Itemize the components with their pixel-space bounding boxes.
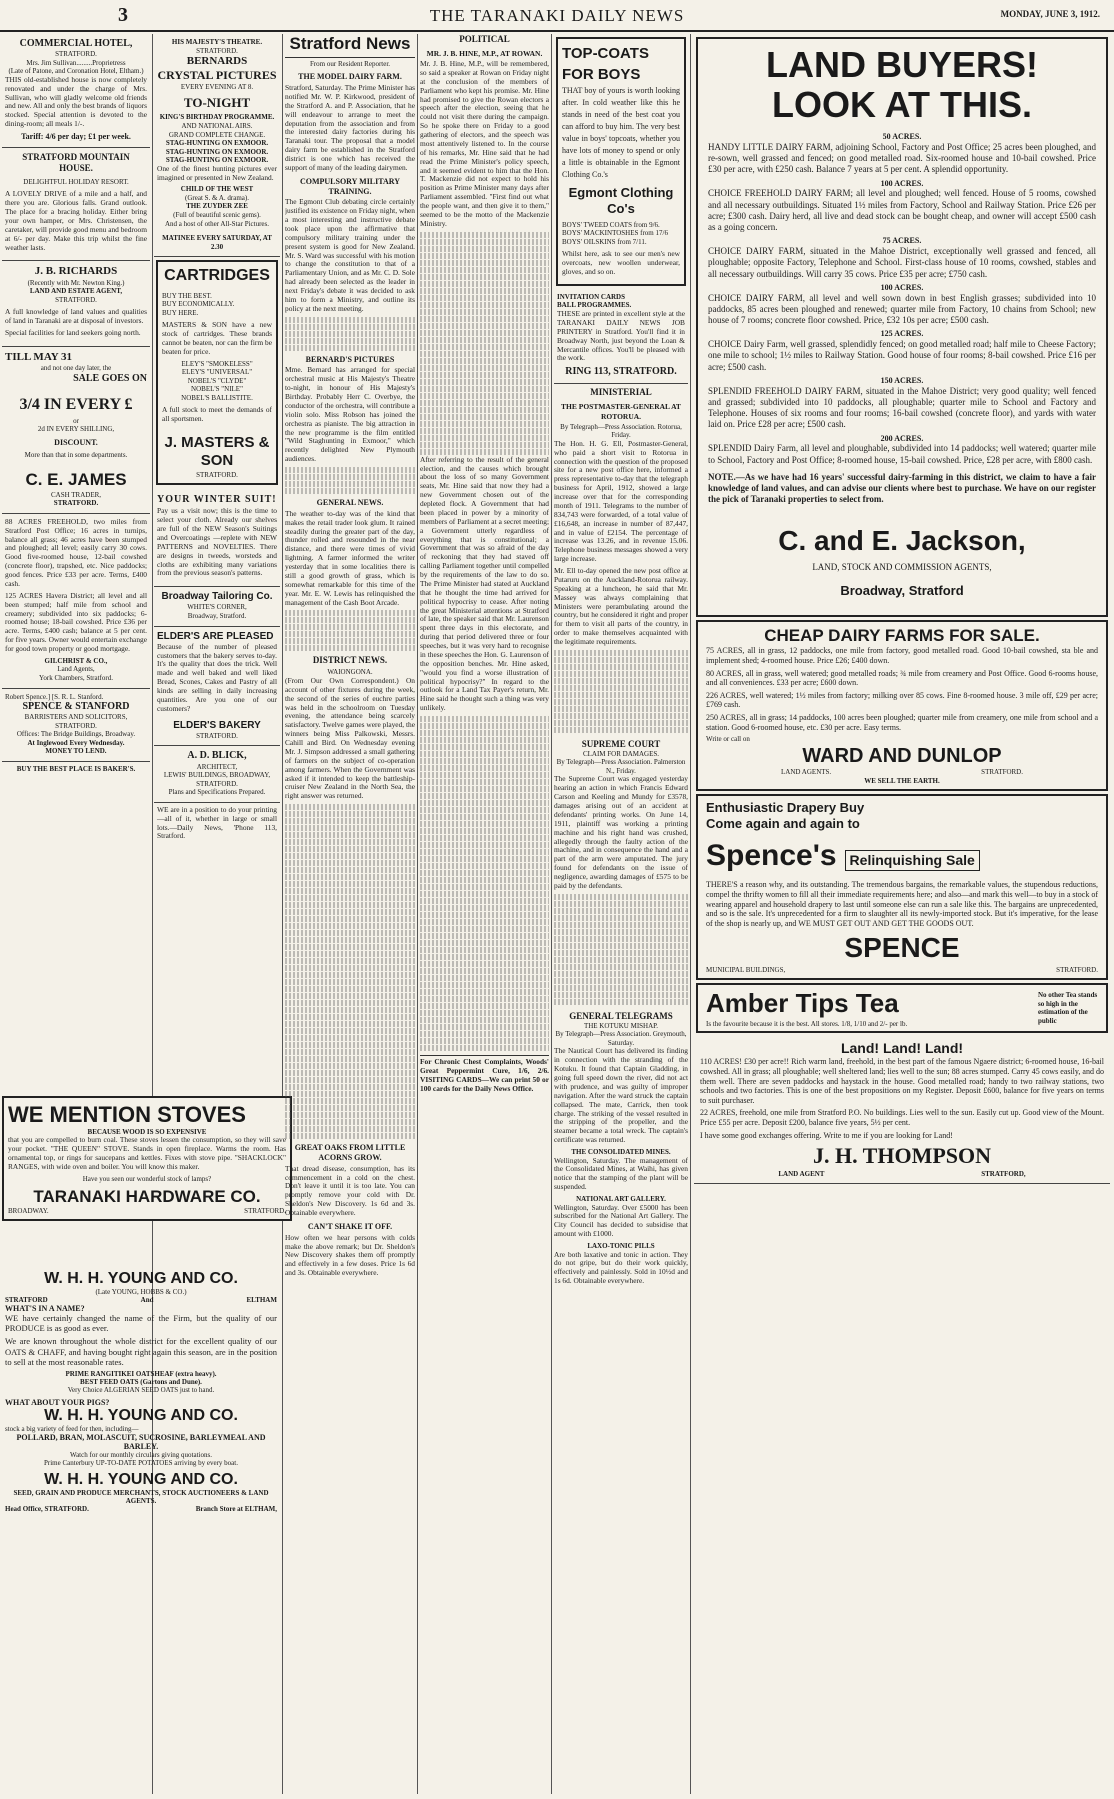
tailoring-ad bbox=[154, 587, 280, 626]
listing: CHOICE FREEHOLD DAIRY FARM; all level and ploughed; well fenced. House of 5 rooms, cowshed and all necessary outbuildings. Situated 1½ miles from Factory, School and Railway Station. Price £26 per acre; £300 cash. Dairy herd, all live and dead stock can be bought cheap, and owner will accept £500 cash as a going concern. bbox=[708, 188, 1096, 233]
ad-text: BOYS' OILSKINS from 7/11. bbox=[562, 237, 647, 246]
ad-sale: SALE GOES ON bbox=[73, 372, 147, 384]
article-heading: BERNARD'S PICTURES bbox=[305, 354, 395, 364]
ad-address: LEWIS' BUILDINGS, BROADWAY, STRATFORD. bbox=[163, 771, 271, 788]
ad-note: NOTE.—As we have had 16 years' successful dairy-farming in this district, we claim to have a fair knowledge of land values, and can advise our clients where best to purchase. We have on our register the pick of Taranaki properties to select from. bbox=[708, 471, 1096, 505]
section-title: GENERAL TELEGRAMS bbox=[569, 1010, 673, 1021]
ad-title: STRATFORD MOUNTAIN HOUSE. bbox=[22, 151, 130, 173]
ad-body: We are known throughout the whole district for the excellent quality of our OATS & CHAFF, and having bought right again this season, are in the position to sell at the most reasonable rates. bbox=[5, 1336, 277, 1367]
ad-firm: Egmont Clothing Co's bbox=[568, 185, 674, 216]
ad-role: CASH TRADER, bbox=[50, 490, 102, 499]
ad-text: BERNARDS bbox=[186, 55, 248, 68]
ad-town: STRATFORD. bbox=[55, 295, 97, 304]
column-1 bbox=[2, 34, 150, 1094]
ad-firm: SPENCE bbox=[844, 932, 960, 964]
cartridges-ad bbox=[156, 260, 278, 485]
masthead bbox=[0, 0, 1114, 32]
young-ad bbox=[2, 1270, 280, 1790]
ad-address: Broadway, Stratford bbox=[840, 582, 964, 598]
article-body: Mr. J. B. Hine, M.P., will be remembered, so said a speaker at Rowan on Friday night at the conclusion of the members of Parliament who kept his promise. Mr. Hine had promised to give the Rowan electors a speech after the election, seeing that he could not visit there during the campaign. So he spoke there on Friday to a good gathering of electors, and the speech was most attentively listened to. In the course of his remarks, Mr. Hine said that he had read the Prime Minister's policy speech, and it seemed evident to him that the Hon. T. Mackenzie did not expect to hold his position as Prime Minister many days after Parliament assembled. "First find out what the people want, and then give it to them," seemed to be the motto of the Mackenzie Ministry. bbox=[420, 59, 549, 228]
ad-body: THERE'S a reason why, and its outstanding. The tremendous bargains, the remarkable values, the stupendous reductions, compel the thrifty women to fill all their immediate requirements here; and also—and mark this well—to buy in a stock of wearing apparel and household drapery to last until someone else can run a sale like this. The bargains are unprecedented, and so is the sale. It's unprecedented for a firm to slaughter all its newly-imported stock. But it's imperative, for the lease of the shop is nearly up, and WE MUST GET OUT AND GET THE GOODS OUT. bbox=[706, 880, 1098, 928]
ad-body: THIS old-established house is now completely renovated and under the charge of Mrs. Sullivan, who will gladly welcome old friends and new. All and only the best brands of liquors stocked. Special attention is devoted to the dining-room; all meals 1/-. bbox=[5, 74, 147, 129]
ad-text: STAG-HUNTING ON EXMOOR. bbox=[165, 147, 269, 156]
ad-town: STRATFORD. bbox=[196, 46, 238, 55]
ad-subtitle: DELIGHTFUL HOLIDAY RESORT. bbox=[23, 177, 129, 186]
article-body: How often we hear persons with colds make the above remark; but Dr. Sheldon's New Discovery shakes them off promptly and effectively in a few doses. Price 1s 6d and 3s. Obtainable everywhere. bbox=[285, 1232, 415, 1278]
ad-text: POLLARD, BRAN, MOLASCUIT, SUCROSINE, BARLEYMEAL AND BARLEY. bbox=[16, 1432, 266, 1451]
article-body: After referring to the result of the general election, and the causes which brought about the loss of so many Government seats, Mr. Hine said that now they had a new Government chosen out of the depleted flock. A Government that had been placed in power by a minority of members of Parliament at a secret meeting; a Government utterly regardless of everything that is constitutional; a Government that was so afraid of the day of reckoning that they had staved off calling Parliament together until compelled by the requirements of the law to do so. The Prime Minister had stated at Auckland that he thought the time had arrived for political hypocrisy to cease. After noting the great Ministerial attentions at Stratford of late, the speaker said that Mr. Laurenson spent three days in this electorate, and during that period delivered three or four speeches, but it was very hard to recognise in these speeches the Hon. G. Laurenson of the opposition benches. Mr. Hine asked, "would you find a worse illustration of political hypocrisy?" In regard to the outlook for a Land Tax Payer's return, Mr. Hine said he thought such a thing was very unlikely. bbox=[420, 454, 549, 713]
ad-role: LAND AGENTS. bbox=[781, 768, 832, 777]
ad-text: Watch for our monthly circulars giving quotations. bbox=[70, 1450, 212, 1459]
ad-firm: J. MASTERS & SON bbox=[164, 434, 270, 470]
ad-text: PRIME RANGITIKEI OATSHEAF (extra heavy). bbox=[65, 1369, 217, 1378]
section-title: MINISTERIAL bbox=[590, 387, 652, 398]
richards-ad bbox=[2, 261, 150, 347]
listing-heading: 50 ACRES. bbox=[882, 132, 922, 142]
ad-town: STRATFORD. bbox=[196, 731, 238, 740]
article-body: Are both laxative and tonic in action. They do not gripe, but do their work quickly, effectively and painlessly. Sold in 10½d and 1s 6d. Obtainable everywhere. bbox=[554, 1249, 688, 1286]
ad-title: J. B. RICHARDS bbox=[34, 265, 118, 278]
theatre-ad bbox=[154, 34, 280, 257]
ad-text: BUY THE BEST. bbox=[162, 291, 212, 300]
spence-sale-ad bbox=[696, 794, 1108, 980]
ad-text: and not one day later, the bbox=[40, 364, 112, 373]
ad-town: ELTHAM bbox=[246, 1296, 277, 1304]
listing: CHOICE DAIRY FARM, all level and well sown down in best English grasses; subdivided into 10 paddocks, 85 acres been ploughed and renewed; quarter mile from Factory, 10 chains from School; new house of 7 rooms; concrete floor cowshed. Price, £32 10s per acre; £500 cash. bbox=[708, 292, 1096, 326]
ad-text: CRYSTAL PICTURES bbox=[157, 68, 277, 83]
top-coats-ad bbox=[556, 37, 686, 286]
column-5 bbox=[554, 34, 688, 1794]
ad-text: STAG-HUNTING ON EXMOOR. bbox=[165, 139, 269, 148]
listing-heading: 100 ACRES. bbox=[880, 178, 924, 188]
ad-text: At Inglewood Every Wednesday. bbox=[27, 738, 125, 747]
thompson-ad bbox=[694, 1036, 1110, 1183]
ad-firm: C. and E. Jackson, bbox=[778, 524, 1026, 556]
column-6 bbox=[694, 34, 1110, 1794]
ad-text: (Full of beautiful scenic gems). bbox=[173, 211, 261, 220]
ad-text: WHITE'S CORNER, bbox=[187, 603, 247, 612]
article-subheading: WAIONGONA. bbox=[327, 668, 373, 677]
issue-date: MONDAY, JUNE 3, 1912. bbox=[1000, 9, 1100, 19]
listing-heading: 200 ACRES. bbox=[880, 433, 924, 443]
gilchrist-ad bbox=[2, 514, 150, 689]
section-title: Stratford News bbox=[285, 34, 415, 58]
article-heading: NATIONAL ART GALLERY. bbox=[576, 1195, 666, 1204]
advert-footer: For Chronic Chest Complaints, Woods' Great Peppermint Cure, 1/6, 2/6. VISITING CARDS—We can print 50 or 100 cards for the Daily News Office. bbox=[420, 1057, 549, 1093]
ad-proprietor: Mrs. Jim Sullivan.........Proprietress bbox=[26, 58, 126, 67]
article-heading: THE POSTMASTER-GENERAL AT ROTORUA. bbox=[561, 402, 681, 421]
ad-note: No other Tea stands so high in the estimation of the public bbox=[1038, 991, 1098, 1025]
ward-dunlop-ad bbox=[696, 620, 1108, 791]
byline: By Telegraph—Press Association. Rotorua, Friday. bbox=[560, 422, 682, 440]
ad-subtitle: BECAUSE WOOD IS SO EXPENSIVE bbox=[87, 1128, 207, 1136]
mountain-house-ad bbox=[2, 148, 150, 262]
ad-subtitle: (Recently with Mr. Newton King.) bbox=[27, 278, 125, 287]
ad-text: Very Choice ALGERIAN SEED OATS just to hand. bbox=[67, 1385, 215, 1394]
ad-address: York Chambers, Stratford. bbox=[39, 673, 113, 682]
amber-tips-tea-ad bbox=[696, 983, 1108, 1033]
column-2 bbox=[154, 34, 280, 1094]
listing-heading: 75 ACRES. bbox=[882, 236, 922, 246]
article-heading: THE KOTUKU MISHAP. bbox=[583, 1021, 659, 1030]
ad-subtitle: BALL PROGRAMMES. bbox=[557, 301, 632, 310]
ad-firm: C. E. JAMES bbox=[25, 469, 127, 489]
ad-heading: WHAT ABOUT YOUR PIGS? bbox=[5, 1397, 110, 1407]
byline: By Telegraph—Press Association. Palmerston N., Friday. bbox=[556, 758, 686, 775]
article-body: Wellington, Saturday. Over £5000 has been subscribed for the National Art Gallery. The City Council has decided to subsidise that amount with £1000. bbox=[554, 1202, 688, 1239]
listing: CHOICE DAIRY FARM, situated in the Mahoe District, exceptionally well grassed and fenced, all ploughable; opposite Factory, Telephone and School. First-class house of 10 rooms, cowshed, stables and all necessary outbuildings. Will carry 35 cows. Price £35 per acre; £750 cash. bbox=[708, 246, 1096, 279]
ad-firm: J. H. THOMPSON bbox=[812, 1143, 992, 1169]
listing-heading: 100 ACRES. bbox=[880, 282, 924, 292]
ad-text: 2d IN EVERY SHILLING, bbox=[37, 425, 115, 434]
ad-town: STRATFORD. bbox=[55, 50, 97, 59]
ad-discount: 3/4 IN EVERY £ bbox=[19, 396, 133, 414]
land-buyers-ad bbox=[696, 37, 1108, 617]
column-rule bbox=[690, 34, 691, 1794]
ad-title: Come again and again to bbox=[706, 816, 860, 831]
ad-text: CHILD OF THE WEST bbox=[180, 185, 254, 194]
ad-text: Have you seen our wonderful stock of lamps? bbox=[82, 1174, 212, 1183]
ad-text: GRAND COMPLETE CHANGE. bbox=[168, 130, 266, 139]
ad-text: TO-NIGHT bbox=[183, 94, 251, 110]
ad-note: I have some good exchanges offering. Write to me if you are looking for Land! bbox=[700, 1130, 953, 1140]
article-body: The Egmont Club debating circle certainly justified its existence on Friday night, when a most interesting and instructive debate took place upon the affirmative that compulsory military training under the present system is good for New Zealand. Mr. S. Ward was successful with his motion to change the constitution to that of a Parliamentary Union, and as Mr. C. D. Sole had already been selected as the leader in next Friday's debate it was decided to ask him to form a Ministry, and outline its policy at the next meeting. bbox=[285, 197, 415, 313]
listing: CHOICE Dairy Farm, well grassed, splendidly fenced; on good metalled road; half mile to Cheese Factory; one mile to school; 1½ miles to Railway Station. Good house of four rooms; 8-bail cowshed. Price £16 per acre; £500 cash. bbox=[708, 339, 1096, 372]
ad-text: MONEY TO LEND. bbox=[45, 747, 107, 756]
listing: 22 ACRES, freehold, one mile from Stratford P.O. No buildings. Lies well to the sun. Easily cut up. Good view of the Mount. Price £55 per acre. Deposit £200, balance five years, 5½ per cent. bbox=[700, 1108, 1104, 1127]
ad-text: A full stock to meet the demands of all sportsmen. bbox=[162, 405, 272, 424]
ad-body: One of the finest hunting pictures ever imagined or presented in New Zealand. bbox=[157, 163, 277, 182]
article-heading: COMPULSORY MILITARY TRAINING. bbox=[299, 176, 401, 196]
printing-notice: WE are in a position to do your printing—all of it, whether in large or small lots.—Daily News, 'Phone 113, Stratford. bbox=[157, 804, 277, 841]
ad-text: THE ZUYDER ZEE bbox=[186, 202, 248, 211]
ad-body: Is the favourite because it is the best. All stores. 1/8, 1/10 and 2/- per lb. bbox=[706, 1019, 908, 1028]
invitation-cards-ad bbox=[554, 289, 688, 385]
ad-text: BEST FEED OATS (Gartons and Dune). bbox=[80, 1377, 202, 1386]
spence-stanford-ad bbox=[2, 689, 150, 762]
article-heading: THE MODEL DAIRY FARM. bbox=[298, 72, 402, 82]
article-heading: THE CONSOLIDATED MINES. bbox=[571, 1148, 671, 1156]
ad-text: Plans and Specifications Prepared. bbox=[168, 788, 266, 797]
ad-text: ELEY'S "SMOKELESS" bbox=[181, 359, 253, 368]
ad-phone: RING 113, STRATFORD. bbox=[565, 366, 677, 378]
ad-title: TILL MAY 31 bbox=[5, 351, 73, 363]
ad-body: A full knowledge of land values and qualities of land in Taranaki are at disposal of investors. bbox=[5, 307, 147, 326]
ad-title: ELDER'S ARE PLEASED bbox=[157, 630, 274, 642]
ad-text: BOYS' MACKINTOSHES from 17/6 bbox=[562, 229, 668, 238]
ad-text: or bbox=[73, 416, 79, 425]
article-body: The Nautical Court has delivered its finding in connection with the stranding of the Kotuku. It found that Captain Gladding, in going full speed down the river, did not act with prudence, and was guilty of improper navigation. After the ward struck the captain collapsed. The mate, Carrick, then took charge. The striking of the vessel resulted in the stripping of the propeller, and the steamer became a total wreck. The captain's certificate was returned. bbox=[554, 1046, 688, 1145]
ad-text: (Great S. & A. drama). bbox=[185, 193, 249, 202]
article-heading: LAXO-TONIC PILLS bbox=[587, 1242, 655, 1251]
ad-subtitle: (Late YOUNG, HOBBS & CO.) bbox=[95, 1288, 187, 1296]
column-rule bbox=[551, 34, 552, 1794]
ad-text: DISCOUNT. bbox=[54, 437, 98, 447]
listing: 226 ACRES, well watered; 1½ miles from factory; milking over 85 cows. Fine 8-roomed house. 3 mile off, £29 per acre; £769 cash. bbox=[706, 690, 1098, 710]
listing: SPLENDID Dairy Farm, all level and ploughable, subdivided into 14 paddocks; well watered; quarter mile to School, Factory and Post Office; 8-roomed house, 15-bail cowshed. Price, £28 per acre, with £800 cash. bbox=[708, 443, 1096, 465]
ad-body: A LOVELY DRIVE of a mile and a half, and there you are. Glorious falls. Grand outlook. The place for a bracing holiday. Either bring your own hamper, or Mrs. Christensen, the caretaker, will provide good menu and bedroom at 6/- per day. Make this trip whilst the fine weather lasts. bbox=[5, 189, 147, 252]
article-heading: GENERAL NEWS. bbox=[316, 498, 384, 508]
column-3-stratford-news bbox=[285, 34, 415, 1794]
ad-title: LOOK AT THIS. bbox=[772, 83, 1032, 125]
listing: 88 ACRES FREEHOLD, two miles from Stratford Post Office; 16 acres in turnips, balance all grass; 46 acres have been stumped and ploughed; all level; easily carry 30 cows. Good five-roomed house, 12-bail cowshed (concrete floor), trapshed, etc. Nice paddocks; good fences. Price £33 per acre. Terms, £400 cash. bbox=[5, 516, 147, 588]
ad-firm: Spence's bbox=[706, 838, 837, 872]
ad-address: Branch Store at ELTHAM, bbox=[195, 1504, 277, 1513]
listing-heading: 150 ACRES. bbox=[880, 375, 924, 385]
ad-title: Broadway Tailoring Co. bbox=[161, 591, 273, 603]
stoves-ad bbox=[2, 1096, 292, 1221]
ad-firm: W. H. H. YOUNG AND CO. bbox=[44, 1406, 238, 1424]
ad-names: Robert Spence.] [S. R. L. Stanford. bbox=[5, 692, 104, 701]
ad-text: ELEY'S "UNIVERSAL" bbox=[181, 368, 253, 377]
ad-text: And bbox=[140, 1296, 154, 1304]
listing: 125 ACRES Havera District; all level and all been stumped; half mile from school and creamery; subdivided into six paddocks; 6-roomed house; 18-bail cowshed. Price £36 per acre. Terms, £400 cash; balance at 5 per cent. for five years. Owner would entertain exchange for good town property or good mortgage. bbox=[5, 590, 147, 654]
ad-firm: GILCHRIST & CO., bbox=[44, 656, 108, 665]
commercial-hotel-ad bbox=[2, 34, 150, 148]
article-body: Stratford, Saturday. The Prime Minister has notified Mr. W. P. Kirkwood, president of the Stratford A. and P. Association, that he will endeavour to arrange to meet the deputation from the association and from the interested dairy factories during his Taranaki tour. The proposal that a model dairy farm be established in the Stratford district is one which has received the support of many of the leading dairymen. bbox=[285, 83, 415, 172]
ad-title: Amber Tips Tea bbox=[706, 988, 899, 1019]
article-heading: CAN'T SHAKE IT OFF. bbox=[307, 1221, 393, 1231]
ad-title: COMMERCIAL HOTEL, bbox=[19, 38, 133, 49]
ad-town: STRATFORD. bbox=[196, 470, 238, 479]
ad-text: BUY ECONOMICALLY. bbox=[162, 300, 235, 309]
ad-title: CHEAP DAIRY FARMS FOR SALE. bbox=[764, 625, 1040, 645]
blick-ad bbox=[154, 746, 280, 802]
ad-address: Head Office, STRATFORD. bbox=[5, 1504, 89, 1513]
ad-address: BROADWAY. bbox=[8, 1206, 49, 1215]
ad-text: AND NATIONAL AIRS. bbox=[181, 122, 253, 131]
ad-heading: WHAT'S IN A NAME? bbox=[5, 1304, 85, 1313]
article-body: Wellington, Saturday. The management of the Consolidated Mines, at Waihi, has given notice that the stamping of the plant will be suspended. bbox=[554, 1155, 688, 1192]
ad-title: HIS MAJESTY'S THEATRE. bbox=[171, 38, 263, 46]
ad-title: YOUR WINTER SUIT! bbox=[157, 494, 277, 506]
ad-text: KING'S BIRTHDAY PROGRAMME. bbox=[159, 113, 275, 122]
article-body: (From Our Own Correspondent.) On account of other fixtures during the week, the second of the series of euchre parties was held in the schoolroom on Tuesday evening, the attendance being scarcely satisfactory. Twelve games were played, the winners being Miss Palkowski, Messrs. Cahill and Bird. On Wednesday evening Mr. J. Simpson addressed a small gathering of farmers on the subject of co-operation among farmers. When the Government was asked if it intended to keep the battleship-cruiser New Zealand in the North Sea, the right answer was returned. bbox=[285, 675, 415, 801]
ad-role: LAND AND ESTATE AGENT, bbox=[29, 287, 123, 296]
article-body: Mr. Ell to-day opened the new post office at Putaruru on the Auckland-Rotorua railway. Speaking at a luncheon, he said that Mr. Massey was always complaining that Ministers were perambulating around the country, but he considered it right and proper for them to visit all parts of the country, in order to make themselves acquainted with the legitimate requirements. bbox=[554, 566, 688, 646]
ad-text: stock a big variety of feed for then, including— bbox=[5, 1424, 139, 1433]
ad-text: NOBEL'S "CLYDE" bbox=[187, 376, 247, 385]
listing: 80 ACRES, all in grass, well watered; good metalled roads; ¾ mile from creamery and Post Office. Good 6-rooms house, and all conveniences. £33 per acre; £600 down. bbox=[706, 668, 1098, 688]
ad-address: Broadway, Stratford. bbox=[187, 612, 247, 620]
ad-role: LAND AGENT bbox=[778, 1170, 825, 1179]
ad-role: BARRISTERS AND SOLICITORS, STRATFORD. bbox=[24, 713, 128, 730]
article-heading: GREAT OAKS FROM LITTLE ACORNS GROW. bbox=[294, 1143, 406, 1162]
article-heading: MR. J. B. HINE, M.P., AT ROWAN. bbox=[426, 48, 543, 58]
bakers-tagline: BUY THE BEST PLACE IS BAKER'S. bbox=[16, 764, 136, 773]
ad-body: THESE are printed in excellent style at the TARANAKI DAILY NEWS JOB PRINTERY in Stratford. You'll find it in Broadway North, just beyond the Loan & Mercantile offices. You'll be pleased with the work. bbox=[557, 309, 685, 363]
ad-town: STRATFORD. bbox=[1056, 965, 1098, 974]
ad-text: BUY HERE. bbox=[162, 308, 199, 317]
ad-note: Special facilities for land seekers going north. bbox=[5, 328, 141, 338]
elders-bakery-ad bbox=[154, 627, 280, 747]
ad-text: SEED, GRAIN AND PRODUCE MERCHANTS, STOCK AUCTIONEERS & LAND AGENTS. bbox=[13, 1488, 269, 1505]
ad-text: Prime Canterbury UP-TO-DATE POTATOES arriving by every boat. bbox=[44, 1458, 238, 1467]
ad-title: W. H. H. YOUNG AND CO. bbox=[44, 1270, 238, 1287]
article-heading: DISTRICT NEWS. bbox=[312, 655, 388, 666]
article-body: The Hon. H. G. Ell, Postmaster-General, who paid a short visit to Rotorua in connection with the question of the proposed site for a new post office here, informed a press representative to-day that the telegraph business for April, 1912, showed a large increase over that for the corresponding month of 1911. Telegrams to the number of 834,743 were forwarded, of a total value of £16,648, an increase in number of 87,447, and in value of £2154. The percentage of increase was 13.26, and in revenue 15.06. Telephone business messages showed a very large increase. bbox=[554, 438, 688, 564]
ad-town: STRATFORD, bbox=[981, 1170, 1026, 1179]
ad-note: (Late of Patone, and Coronation Hotel, Eltham.) bbox=[8, 67, 144, 76]
ad-title: Land! Land! Land! bbox=[840, 1040, 964, 1057]
ad-address: MUNICIPAL BUILDINGS, bbox=[706, 965, 786, 974]
article-body: Mme. Bernard has arranged for special orchestral music at His Majesty's Theatre to-night, in honour of His Majesty's Birthday. Probably Herr C. Overbye, the conductor of the orchestra, will contribute a violin solo. Miss Robson has joined the orchestra as pianiste. The big attraction in the new programme is the film entitled "Wild Staghunting in Exmoor," which recently delighted New Plymouth audiences. bbox=[285, 365, 415, 464]
ad-firm: WARD AND DUNLOP bbox=[802, 744, 1002, 767]
ad-body: THAT boy of yours is worth looking after. In cold weather like this he stands in need of the best coat you can afford to buy him. The very best value in boys' topcoats, whether you have lots of money to spend or only a little is obtainable in the Egmont Clothing Co.'s bbox=[562, 86, 680, 179]
ad-title: CARTRIDGES bbox=[164, 267, 270, 285]
page-number: 3 bbox=[118, 4, 128, 26]
byline: By Telegraph—Press Association. Greymouth, Saturday. bbox=[555, 1030, 687, 1047]
ad-town: STRATFORD. bbox=[981, 768, 1023, 777]
ad-town: STRATFORD. bbox=[53, 499, 99, 508]
ad-town: STRATFORD bbox=[5, 1296, 48, 1304]
ad-role: Land Agents, bbox=[57, 665, 95, 674]
james-sale-ad bbox=[2, 347, 150, 514]
ad-body: MASTERS & SON have a new stock of cartridges. These brands cannot be beaten, nor can the firm be beaten for price. bbox=[162, 320, 272, 356]
ad-title: LAND BUYERS! bbox=[765, 44, 1038, 85]
listing: 250 ACRES, all in grass; 14 paddocks, 100 acres been ploughed; quarter mile from creamery, one mile from school and a station. Good 6-roomed house, etc. £30 per acre. Easy terms. bbox=[706, 712, 1098, 732]
article-body: The Supreme Court was engaged yesterday hearing an action in which Francis Edward Carson and Keeling and Mundy for £3578, damages arising out of an accident at defendants' printing works. On June 14, 1911, plaintiff was working a printing machine and his right hand was crushed, allegedly through the faulty action of the machine, and in consequence the hand and a part of the arm were amputated. The jury found for defendants on the issue of negligence, awarding damages of £575 to be paid by the defendants. bbox=[554, 774, 688, 890]
ad-title: A. D. BLICK, bbox=[187, 750, 247, 762]
article-body: The weather to-day was of the kind that makes the retail trader look glum. It rained steadily during the greater part of the day, thunder rolled and resounded in the near distance, and there were times of vivid lightning. A farmer informed the writer yesterday that in some localities there is still a good growth of grass, which is somewhat remarkable for this time of the year. Mr. E. W. Lewis has relinquished the management of the Cash Boot Arcade. bbox=[285, 508, 415, 607]
ad-text: Whilst here, ask to see our men's new overcoats, new woollen underwear, gloves, and so on. bbox=[562, 249, 680, 277]
ad-title: Enthusiastic Drapery Buy bbox=[706, 800, 865, 816]
ad-title: SPENCE & STANFORD bbox=[22, 701, 130, 713]
column-rule bbox=[417, 34, 418, 1794]
listing: 110 ACRES! £30 per acre!! Rich warm land, freehold, in the best part of the famous Ngaere district; 6-roomed house, 16-bail cowshed. All in grass; all ploughable; well sheltered land; lies well to the sun; 88 acres stumped. Carry 45 cows easily, and do them well. There are seven paddocks and haystack in the house. Good metalled road; handy to two railway stations, two schools and two factories. This is one of the best propositions on my Register. Deposit £600, balance for five years on terms to suit purchaser. bbox=[700, 1057, 1104, 1105]
section-title: POLITICAL bbox=[459, 34, 510, 44]
ad-text: And a host of other All-Star Pictures. bbox=[164, 219, 269, 228]
ad-title: TOP-COATS FOR BOYS bbox=[562, 45, 649, 83]
section-title: SUPREME COURT bbox=[581, 738, 661, 749]
ad-text: NOBEL'S BALLISTITE. bbox=[181, 393, 253, 402]
ad-title: INVITATION CARDS bbox=[557, 292, 626, 301]
ad-text: MATINEE EVERY SATURDAY, AT 2.30 bbox=[162, 234, 272, 251]
ad-text: EVERY EVENING AT 8. bbox=[180, 83, 254, 92]
ad-role: ARCHITECT, bbox=[196, 762, 238, 771]
ad-town: STRATFORD. bbox=[244, 1206, 286, 1215]
ad-title: WE MENTION STOVES bbox=[8, 1102, 246, 1127]
ad-text: STAG-HUNTING ON EXMOOR. bbox=[165, 156, 269, 165]
article-heading: CLAIM FOR DAMAGES. bbox=[582, 749, 660, 758]
ad-address: Offices: The Bridge Buildings, Broadway. bbox=[16, 730, 136, 739]
byline: From our Resident Reporter. bbox=[309, 59, 391, 68]
ad-tariff: Tariff: 4/6 per day; £1 per week. bbox=[21, 132, 131, 142]
ad-body: Because of the number of pleased customers that the bakery serves to-day. It's the quality that does the trick. Well made and well baked and well liked Bread, Scones, Cakes and Pastry of all kinds are selling in daily increasing quantities. Are you one of our customers? bbox=[157, 641, 277, 713]
listing: SPLENDID FREEHOLD DAIRY FARM, situated in the Mahoe District; very good quality; well fenced and grassed; subdivided into 10 paddocks, all ploughable; quarter mile to School and Factory and Telephone. Houses of six rooms and four rooms; 16-bail cowshed (concrete floor), and yards with water laid on. Price £28 per acre; £500 cash. bbox=[708, 385, 1096, 430]
ad-firm: W. H. H. YOUNG AND CO. bbox=[44, 1470, 238, 1488]
ad-body: Pay us a visit now; this is the time to select your cloth. Already our shelves are full of the NEW Season's Suitings and Overcoatings —replete with NEW PATTERNS and NOVELTIES. There are designs in tweeds, worsteds and cloths are exhibiting many variations from the previous season's patterns. bbox=[157, 506, 277, 578]
ad-firm: ELDER'S BAKERY bbox=[173, 719, 261, 731]
ad-tagline: WE SELL THE EARTH. bbox=[864, 776, 940, 785]
listing-heading: 125 ACRES. bbox=[880, 329, 924, 339]
column-rule bbox=[282, 34, 283, 1794]
ad-text: Write or call on bbox=[706, 735, 750, 744]
listing: HANDY LITTLE DAIRY FARM, adjoining School, Factory and Post Office; 25 acres been ploughed, and re-sown, well grassed and fenced; on good metalled road. Six-roomed house and 10-bail cowshed. Price £30 per acre, with £250 cash. Balance 7 years at 5 per cent. A splendid opportunity. bbox=[708, 141, 1096, 175]
ad-firm: TARANAKI HARDWARE CO. bbox=[33, 1186, 261, 1206]
ad-role: LAND, STOCK AND COMMISSION AGENTS, bbox=[812, 561, 992, 572]
listing: 75 ACRES, all in grass, 12 paddocks, one mile from factory, good metalled road. Good 10-bail cowshed, sta ble and implement shed; 4-roomed house. Price £26; £400 down. bbox=[706, 646, 1098, 665]
ad-text: More than that in some departments. bbox=[24, 451, 128, 460]
winter-suit-ad bbox=[154, 488, 280, 587]
article-body: That dread disease, consumption, has its commencement in a cold on the chest. Don't leave it until it is too late. You can promptly remove your cold with Dr. Sheldon's New Discovery. 1s 6d and 3s. Obtainable everywhere. bbox=[285, 1163, 415, 1218]
column-4-political bbox=[420, 34, 549, 1794]
ad-sale: Relinquishing Sale bbox=[845, 850, 980, 871]
ad-body: WE have certainly changed the name of the Firm, but the quality of our PRODUCE is as good as ever. bbox=[5, 1313, 277, 1334]
newspaper-title: THE TARANAKI DAILY NEWS bbox=[429, 6, 685, 25]
ad-body: that you are compelled to burn coal. These stoves lessen the consumption, so they will save your pocket. "THE QUEEN" STOVE. Stands in open fireplace. Warms the room. Has ornamental top, or rings for saucepans and kettles. Fixes with stove pipe. "SHACKLOCK" RANGES, with wide oven and boiler. You will know this maker. bbox=[8, 1135, 286, 1171]
ad-text: BOYS' TWEED COATS from 9/6. bbox=[562, 220, 660, 229]
ad-text: NOBEL'S "NILE" bbox=[191, 385, 243, 394]
